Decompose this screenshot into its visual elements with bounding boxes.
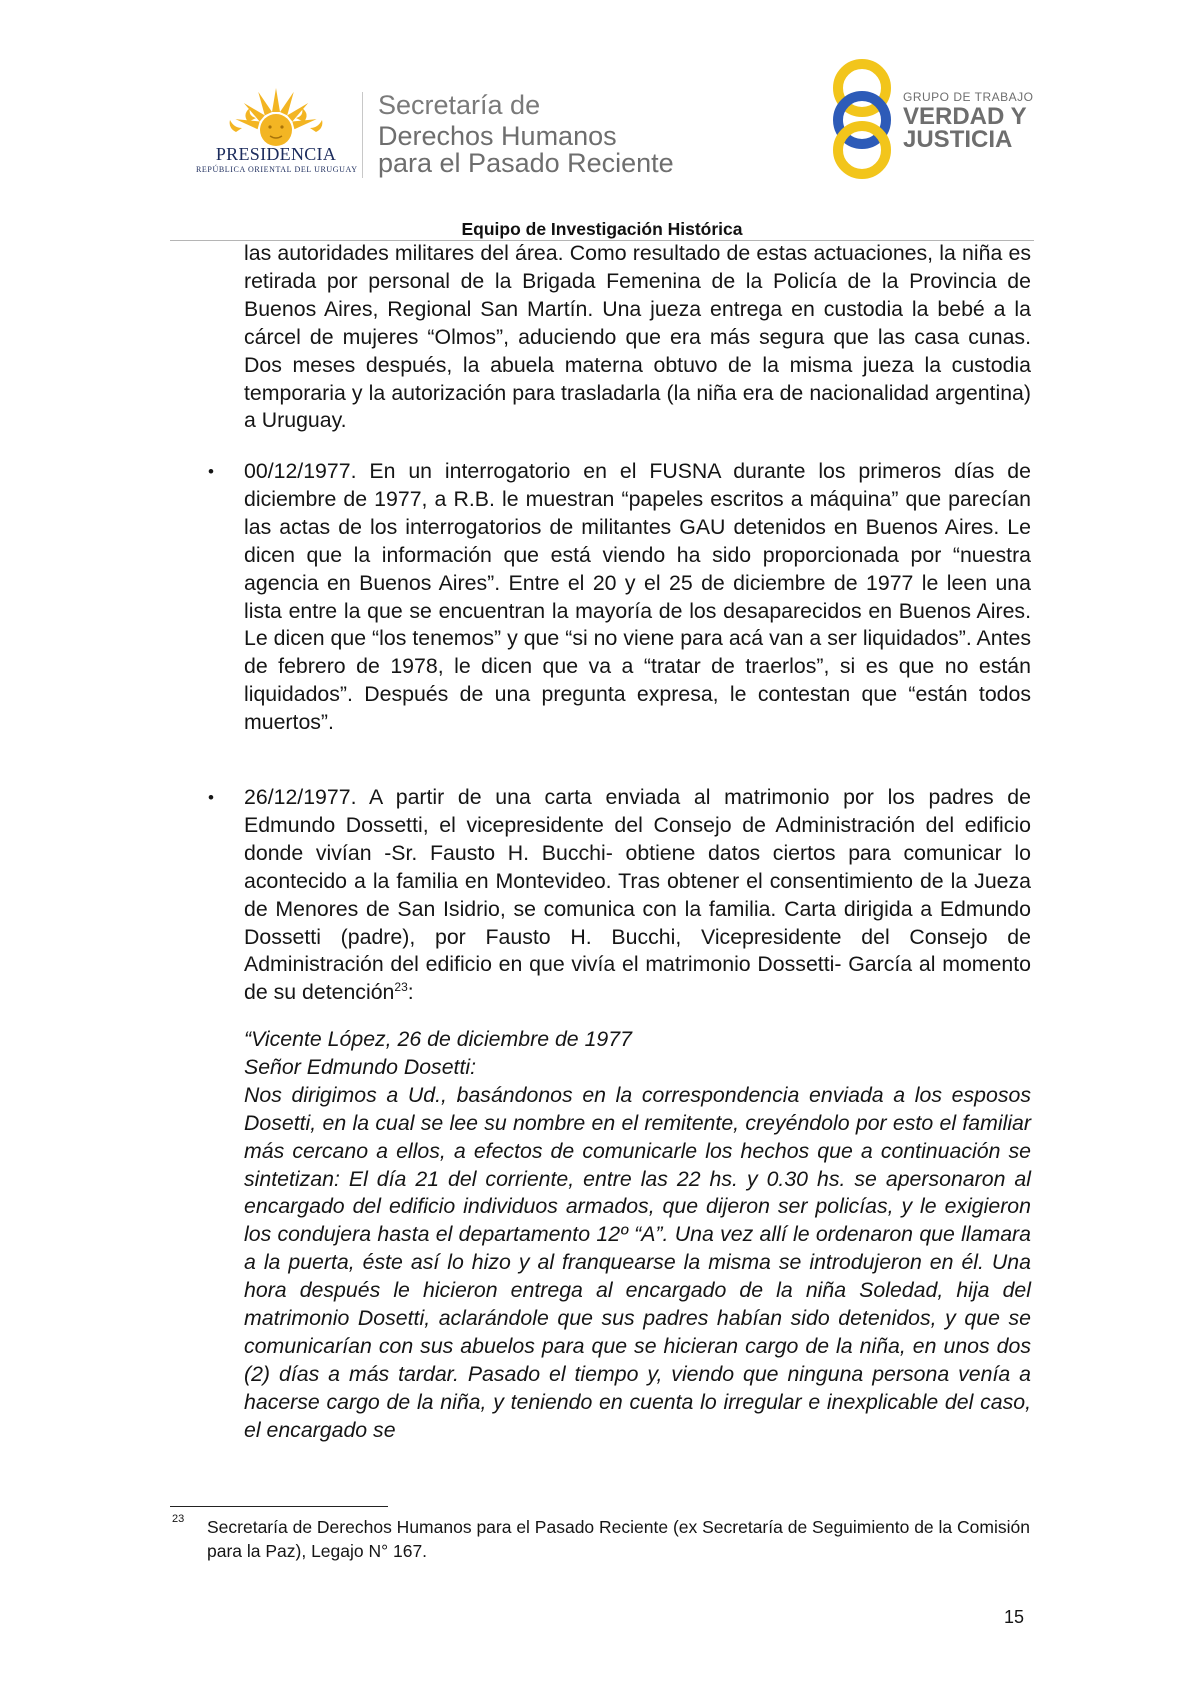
header-divider <box>362 92 363 178</box>
secretaria-line-1: Secretaría de <box>378 90 541 120</box>
bullet-paragraph-2-text: 26/12/1977. A partir de una carta enviada al matrimonio por los padres de Edmundo Dossetti, el vicepresidente del Consejo de Administración del edificio donde vivían -Sr. Fausto H. Bucchi- obtiene datos ciertos para comunicar lo acontecido a la familia en Montevideo. Tras obtener el consentimiento de la Jueza de Menores de San Isidrio, se comunica con la familia. Carta dirigida a Edmundo Dossetti (padre), por Fausto H. Bucchi, Vicepresidente del Consejo de Administración del edificio en que vivía el matrimonio Dossetti- García al momento de su detención <box>244 785 1031 1005</box>
footnote-number: 23 <box>172 1513 185 1525</box>
footnote-reference[interactable]: 23 <box>394 980 408 995</box>
bullet-icon: • <box>208 788 214 807</box>
grupo-trabajo-label: GRUPO DE TRABAJO <box>903 90 1034 104</box>
justicia-label: JUSTICIA <box>903 126 1013 153</box>
letter-quote <box>244 1026 1031 1445</box>
bullet-paragraph-2-colon: : <box>407 980 414 1005</box>
verdad-justicia-rings-logo <box>826 58 898 180</box>
secretaria-line-2: Derechos Humanos <box>378 121 617 151</box>
sun-disc-icon <box>260 114 292 146</box>
bullet-paragraph-1: 00/12/1977. En un interrogatorio en el FUSNA durante los primeros días de diciembre de 1977, a R.B. le muestran “papeles escritos a máquina” que parecían las actas de los interrogatorios de militantes GAU detenidos en Buenos Aires. Le dicen que la información que está viendo ha sido proporcionada por “nuestra agencia en Buenos Aires”. Entre el 20 y el 25 de diciembre de 1977 le leen una lista entre la que se encuentran la mayoría de los desaparecidos en Buenos Aires. Le dicen que “los tenemos” y que “si no viene para acá van a ser liquidados”. Antes de febrero de 1978, le dicen que va a “tratar de traerlos”, si es que no están liquidados”. Después de una pregunta expresa, le contestan que “están todos muertos”. <box>244 459 1031 735</box>
team-title: Equipo de Investigación Histórica <box>461 219 743 239</box>
footnote-text: Secretaría de Derechos Humanos para el Pasado Reciente (ex Secretaría de Seguimiento de la Comisión para la Paz), Legajo N° 167. <box>207 1517 1030 1561</box>
verdad-label: VERDAD Y <box>903 103 1027 130</box>
intro-paragraph: las autoridades militares del área. Como resultado de estas actuaciones, la niña es retirada por personal de la Brigada Femenina de la Policía de la Provincia de Buenos Aires, Regional San Martín. Una jueza entrega en custodia la bebé a la cárcel de mujeres “Olmos”, aduciendo que era más segura que las casa cunas. Dos meses después, la abuela materna obtuvo de la misma jueza la custodia temporaria y la autorización para trasladarla (la niña era de nacionalidad argentina) a Uruguay. <box>244 241 1031 433</box>
quote-place-date: “Vicente López, 26 de diciembre de 1977 <box>244 1027 632 1051</box>
republica-label: REPÚBLICA ORIENTAL DEL URUGUAY <box>196 165 358 174</box>
quote-salutation: Señor Edmundo Dosetti: <box>244 1054 477 1079</box>
bullet-paragraph-2 <box>244 784 1031 1007</box>
presidencia-label: PRESIDENCIA <box>215 144 337 164</box>
secretaria-line-3: para el Pasado Reciente <box>378 148 674 178</box>
yellow-ring-bottom-icon <box>838 126 886 174</box>
bullet-icon: • <box>208 462 214 481</box>
quote-body: Nos dirigimos a Ud., basándonos en la correspondencia enviada a los esposos Dosetti, en la cual se lee su nombre en el remitente, creyéndolo por esto el familiar más cercano a ellos, a efectos de comunicarle los hechos que a continuación se sintetizan: El día 21 del corriente, entre las 22 hs. y 0.30 hs. se apersonaron al encargado del edificio individuos armados, que dijeron ser policías, y le exigieron los condujera hasta el departamento 12º “A”. Una vez allí le ordenaron que llamara a la puerta, éste así lo hizo y al franquearse la misma se introdujeron en él. Una hora después le hicieron entrega al encargado de la niña Soledad, hija del matrimonio Dosetti, aclarándole que sus padres habían sido detenidos, y que se comunicarían con sus abuelos para que se hicieran cargo de la niña, en unos dos (2) días a más tardar. Pasado el tiempo y, viendo que ninguna persona venía a hacerse cargo de la niña, y teniendo en cuenta lo irregular e inexplicable del caso, el encargado se <box>244 1082 1031 1442</box>
footnote-separator <box>170 1506 388 1507</box>
page-number: 15 <box>1004 1607 1025 1627</box>
